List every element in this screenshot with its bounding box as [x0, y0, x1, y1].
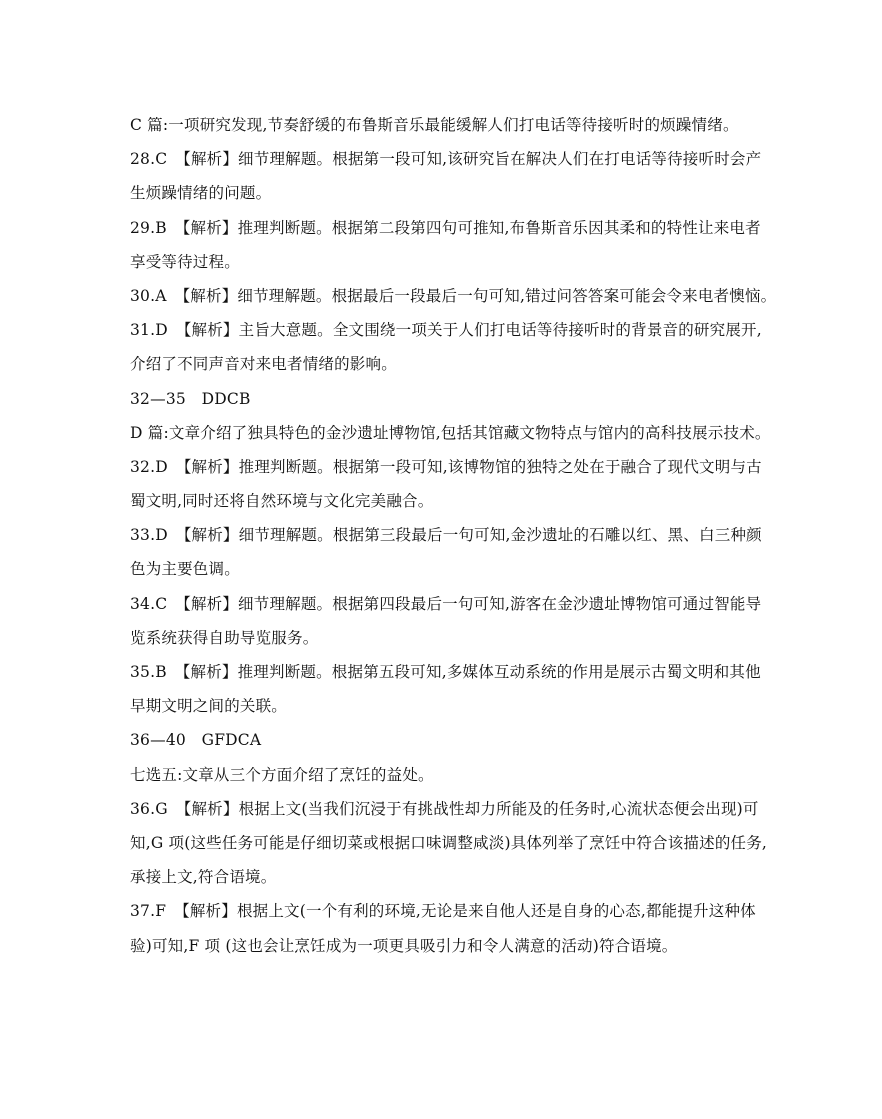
text-line: 验)可知,F 项 (这也会让烹饪成为一项更具吸引力和令人满意的活动)符合语境。 [130, 936, 678, 955]
text-line: 览系统获得自助导览服务。 [130, 628, 319, 647]
text-line: 色为主要色调。 [130, 560, 240, 579]
text-line: 七选五:文章从三个方面介绍了烹饪的益处。 [130, 765, 434, 784]
answer-key-page [130, 108, 777, 963]
text-line: D 篇:文章介绍了独具特色的金沙遗址博物馆,包括其馆藏文物特点与馆内的高科技展示技术。 [130, 423, 771, 442]
text-line: 34.C 【解析】细节理解题。根据第四段最后一句可知,游客在金沙遗址博物馆可通过智能导 [130, 594, 762, 613]
text-line: 享受等待过程。 [130, 252, 240, 271]
text-line: 知,G 项(这些任务可能是仔细切菜或根据口味调整咸淡)具体列举了烹饪中符合该描述的任务, [130, 833, 768, 852]
text-line: 30.A 【解析】细节理解题。根据最后一段最后一句可知,错过问答答案可能会令来电者懊恼。 [130, 286, 777, 305]
text-line: C 篇:一项研究发现,节奏舒缓的布鲁斯音乐最能缓解人们打电话等待接听时的烦躁情绪。 [130, 116, 739, 134]
text-line: 37.F 【解析】根据上文(一个有利的环境,无论是来自他人还是自身的心态,都能提升这种体 [130, 902, 756, 921]
text-line: 29.B 【解析】推理判断题。根据第二段第四句可推知,布鲁斯音乐因其柔和的特性让来电者 [130, 218, 761, 237]
text-line: 36—40 GFDCA [130, 731, 262, 750]
text-line: 介绍了不同声音对来电者情绪的影响。 [130, 355, 397, 374]
text-line: 早期文明之间的关联。 [130, 697, 288, 716]
text-line: 28.C 【解析】细节理解题。根据第一段可知,该研究旨在解决人们在打电话等待接听时会产 [130, 150, 762, 169]
text-line: 生烦躁情绪的问题。 [130, 184, 272, 203]
text-line: 承接上文,符合语境。 [130, 868, 277, 887]
text-line: 31.D 【解析】主旨大意题。全文围绕一项关于人们打电话等待接听时的背景音的研究展开, [130, 321, 762, 340]
text-line: 33.D 【解析】细节理解题。根据第三段最后一句可知,金沙遗址的石雕以红、黑、白三种颜 [130, 526, 762, 545]
text-line: 蜀文明,同时还将自然环境与文化完美融合。 [130, 492, 434, 511]
text-line: 32—35 DDCB [130, 389, 251, 408]
text-line: 35.B 【解析】推理判断题。根据第五段可知,多媒体互动系统的作用是展示古蜀文明和其他 [130, 663, 761, 681]
text-line: 36.G 【解析】根据上文(当我们沉浸于有挑战性却力所能及的任务时,心流状态便会出现)可 [130, 799, 759, 818]
text-line: 32.D 【解析】推理判断题。根据第一段可知,该博物馆的独特之处在于融合了现代文明与古 [130, 457, 762, 476]
